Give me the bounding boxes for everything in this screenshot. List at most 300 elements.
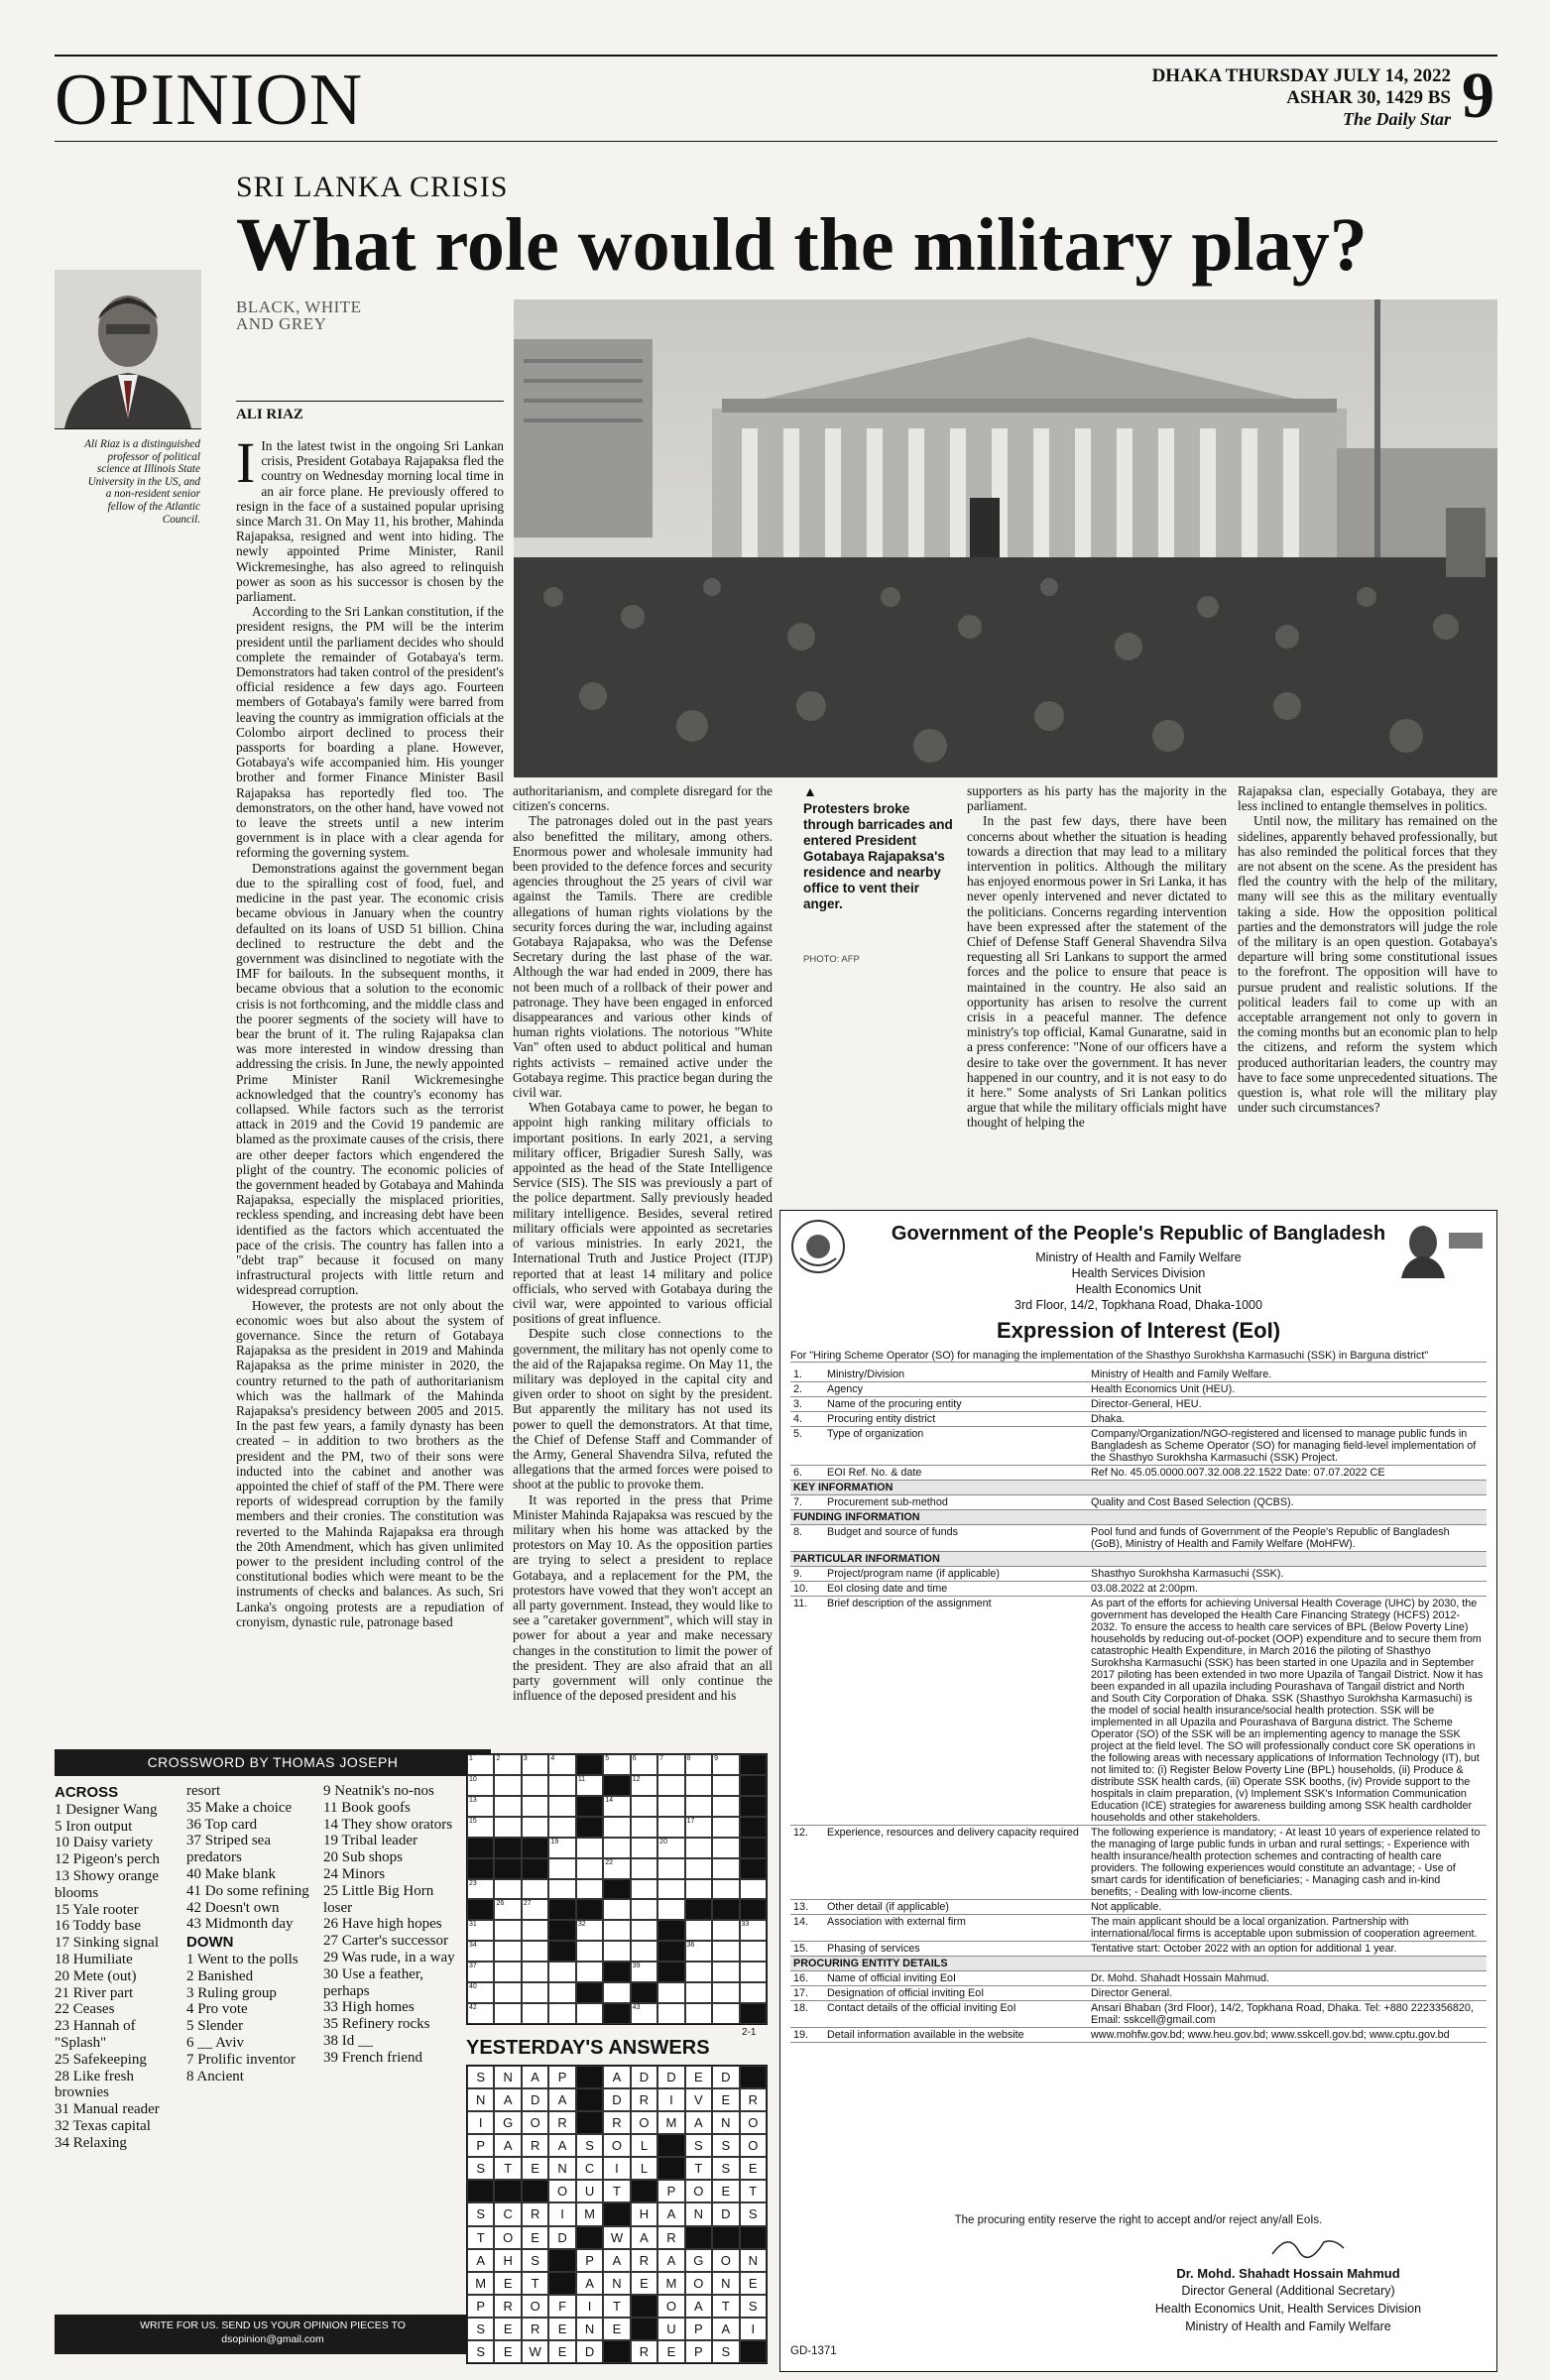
crossword-cell[interactable] [576, 1920, 603, 1941]
cell-number: 33 [741, 1921, 750, 1929]
crossword-cell[interactable] [522, 1920, 548, 1941]
eoi-row [790, 1582, 1487, 1597]
col4-para-1: Rajapaksa clan, especially Gotabaya, they are less inclined to entangle themselves in politics. [1238, 783, 1497, 814]
crossword-cell[interactable] [603, 1796, 630, 1817]
eoi-section-label: PARTICULAR INFORMATION [790, 1552, 1487, 1567]
crossword-cell[interactable] [712, 1879, 739, 1900]
crossword-cell[interactable] [548, 1817, 575, 1838]
crossword-cell[interactable] [712, 1920, 739, 1941]
crossword-clue: 19 Tribal leader [323, 1833, 417, 1849]
crossword-cell [631, 1982, 657, 2003]
col1-para-4: However, the protests are not only about the economic woes but also about the system of governance. Since the return of Gotabaya Rajapaksa as the president in 2019 and Mahinda Rajapaksa as the prime minister in 2020, the country returned to the path of authoritarianism which was the hallmark of the Mahinda Rajapaksa's presidency between 2005 and 2015. In the past few years, a family dynasty has been created – in addition to two brothers as the president and the PM, two of their sons were inducted into the cabinet and another was appointed the chief of staff of the PM. There were reports of widespread corruption by the family members and their cronies. The constitution was reverted to the Mahinda Rajapaksa era through the 20th Amendment, which has given unlimited power to the president including control of the constitutional bodies which were meant to be the instruments of checks and balances. As such, Sri Lanka's ongoing protests are a repudiation of cronyism, dynastic rule, patronage based [236, 1297, 504, 1629]
crossword-cell[interactable] [494, 1879, 521, 1900]
eoi-row [790, 1525, 1487, 1552]
crossword-cell [740, 1858, 767, 1879]
crossword-cell[interactable] [467, 2003, 494, 2024]
crossword-cell [576, 1982, 603, 2003]
crossword-cell[interactable] [522, 1796, 548, 1817]
answer-cell: A [548, 2134, 575, 2157]
crossword-cell [740, 1838, 767, 1858]
crossword-cell[interactable] [576, 1941, 603, 1962]
answer-cell [548, 2249, 575, 2272]
crossword-cell[interactable] [685, 2003, 712, 2024]
cell-number: 39 [632, 1963, 641, 1970]
crossword-clue: 26 Have high hopes [323, 1916, 442, 1933]
ad-reserve-note: The procuring entity reserve the right to accept and/or reject any/all EoIs. [954, 2214, 1323, 2226]
answer-cell [494, 2180, 521, 2202]
eoi-row [790, 1412, 1487, 1427]
crossword-clue: 25 Safekeeping [55, 2051, 147, 2068]
crossword-cell[interactable] [467, 1962, 494, 1982]
crossword-cell[interactable] [522, 1899, 548, 1920]
article-column-3 [967, 783, 1227, 1182]
crossword-cell[interactable] [603, 1858, 630, 1879]
eoi-cell-v: Pool fund and funds of Government of the People's Republic of Bangladesh (GoB), Ministry of Health and Family Welfare (MoHFW). [1088, 1525, 1487, 1552]
answer-cell: A [467, 2249, 494, 2272]
crossword-cell[interactable] [467, 1817, 494, 1838]
answer-cell: R [740, 2088, 767, 2111]
crossword-clue: 5 Iron output [55, 1818, 133, 1835]
answer-cell: A [576, 2272, 603, 2295]
crossword-cell[interactable] [631, 1879, 657, 1900]
crossword-clues-col-1 [55, 1783, 181, 2152]
crossword-cell[interactable] [685, 1920, 712, 1941]
eoi-row [790, 1382, 1487, 1397]
answer-cell: M [576, 2202, 603, 2225]
crossword-clue: 33 High homes [323, 1999, 415, 2016]
crossword-cell[interactable] [494, 1796, 521, 1817]
eoi-cell-v: Quality and Cost Based Selection (QCBS). [1088, 1495, 1487, 1510]
crossword-cell[interactable] [603, 1899, 630, 1920]
crossword-cell[interactable] [712, 1982, 739, 2003]
crossword-clue: 5 Slender [186, 2018, 244, 2035]
dateline: DHAKA THURSDAY JULY 14, 2022 [1151, 65, 1451, 86]
eoi-cell-k: Type of organization [824, 1427, 1088, 1466]
cell-number: 40 [469, 1983, 477, 1991]
crossword-cell[interactable] [631, 2003, 657, 2024]
answer-cell: A [494, 2134, 521, 2157]
answer-cell: T [740, 2180, 767, 2202]
crossword-cell[interactable] [548, 1982, 575, 2003]
crossword-cell[interactable] [631, 1775, 657, 1796]
eoi-table [790, 1368, 1487, 2043]
crossword-cell[interactable] [712, 1858, 739, 1879]
eoi-cell-n: 6. [790, 1466, 824, 1481]
ad-division: Health Services Division [1071, 1266, 1206, 1280]
answer-cell: G [494, 2111, 521, 2134]
eoi-cell-n: 3. [790, 1397, 824, 1412]
crossword-cell[interactable] [548, 1838, 575, 1858]
answer-cell: D [548, 2226, 575, 2249]
column-name: BLACK, WHITE AND GREY [236, 298, 362, 333]
crossword-cell[interactable] [494, 1982, 521, 2003]
eoi-cell-n: 10. [790, 1582, 824, 1597]
eoi-cell-k: Contact details of the official inviting EoI [824, 2001, 1088, 2028]
crossword-cell[interactable] [603, 1920, 630, 1941]
crossword-cell[interactable] [631, 1920, 657, 1941]
cell-number: 11 [577, 1775, 586, 1783]
eoi-section-row [790, 1957, 1487, 1971]
crossword-cell[interactable] [657, 1899, 684, 1920]
crossword-cell[interactable] [494, 1962, 521, 1982]
answer-cell: T [467, 2226, 494, 2249]
eoi-row [790, 1900, 1487, 1915]
answer-cell: E [603, 2318, 630, 2340]
crossword-cell[interactable] [603, 1838, 630, 1858]
eoi-section-label: PROCURING ENTITY DETAILS [790, 1957, 1487, 1971]
crossword-cell [740, 1817, 767, 1838]
crossword-cell[interactable] [657, 1858, 684, 1879]
crossword-cell[interactable] [631, 1899, 657, 1920]
crossword-cell[interactable] [740, 1941, 767, 1962]
answer-cell [657, 2134, 684, 2157]
crossword-cell[interactable] [522, 1941, 548, 1962]
crossword-date-code: 2-1 [742, 2027, 757, 2038]
answer-cell: P [576, 2249, 603, 2272]
answer-cell: I [548, 2202, 575, 2225]
cell-number: 20 [659, 1838, 667, 1845]
answer-cell [603, 2202, 630, 2225]
crossword-cell[interactable] [603, 1941, 630, 1962]
crossword-clue: 11 Book goofs [323, 1799, 411, 1816]
crossword-cell[interactable] [657, 1796, 684, 1817]
crossword-cell [548, 1899, 575, 1920]
crossword-cell[interactable] [576, 1775, 603, 1796]
eoi-cell-v: Health Economics Unit (HEU). [1088, 1382, 1487, 1397]
col3-para-2: In the past few days, there have been concerns about whether the situation is heading towards a direction that may lead to a military intervention in politics. Although the military has enjoyed enormous power in Sri Lanka, it has never openly intervened and never dictated to the politicians. Concerns regarding intervention have been expressed after the statement of the Chief of Defense Staff General Shavendra Silva requesting all Sri Lankans to support the armed forces and the police to ensure that peace is maintained in the country. He also said an opportunity has arisen to resolve the current crisis in a peaceful manner. The defence ministry's top official, Kamal Gunaratne, said in a press conference: "None of our officers have a desire to take over the government. It has never happened in our country, and it is not easy to do it here." Some analysts of Sri Lankan politics argue that while the military officials might have thought of helping the [967, 813, 1227, 1130]
answer-cell [740, 2340, 767, 2363]
crossword-clue: 22 Ceases [55, 2001, 115, 2018]
answer-cell: S [467, 2202, 494, 2225]
caption-arrow-icon: ▲ [803, 783, 817, 799]
crossword-clue: 7 Prolific inventor [186, 2051, 296, 2068]
crossword-cell[interactable] [685, 1838, 712, 1858]
crossword-cell[interactable] [631, 1754, 657, 1775]
crossword-grid[interactable] [466, 1753, 768, 2025]
crossword-cell[interactable] [712, 1775, 739, 1796]
crossword-cell[interactable] [494, 1817, 521, 1838]
crossword-cell [467, 1838, 494, 1858]
answer-cell: M [657, 2272, 684, 2295]
answer-cell: S [712, 2134, 739, 2157]
crossword-clue: 38 Id __ [323, 2032, 373, 2049]
answer-cell: D [576, 2340, 603, 2363]
crossword-cell [576, 1796, 603, 1817]
crossword-cell [740, 2003, 767, 2024]
crossword-cell[interactable] [603, 1817, 630, 1838]
crossword-cell[interactable] [685, 1775, 712, 1796]
crossword-cell[interactable] [576, 1879, 603, 1900]
crossword-cell[interactable] [740, 1920, 767, 1941]
crossword-clue: 41 Do some refining [186, 1882, 309, 1899]
eoi-cell-n: 1. [790, 1368, 824, 1382]
author-portrait-icon [55, 270, 201, 428]
crossword-cell[interactable] [467, 1920, 494, 1941]
crossword-cell[interactable] [467, 1796, 494, 1817]
eoi-cell-n: 2. [790, 1382, 824, 1397]
crossword-cell[interactable] [657, 2003, 684, 2024]
answer-cell: H [494, 2249, 521, 2272]
answer-cell: I [576, 2295, 603, 2318]
crossword-cell[interactable] [685, 1982, 712, 2003]
crossword-cell[interactable] [494, 1754, 521, 1775]
eoi-cell-n: 4. [790, 1412, 824, 1427]
answer-cell: R [522, 2318, 548, 2340]
answer-cell: S [522, 2249, 548, 2272]
crossword-cell[interactable] [712, 1962, 739, 1982]
crossword-cell [603, 1775, 630, 1796]
crossword-cell[interactable] [740, 1962, 767, 1982]
cell-number: 34 [469, 1942, 477, 1950]
crossword-cell[interactable] [467, 1775, 494, 1796]
answer-cell: A [603, 2249, 630, 2272]
ad-unit: Health Economics Unit [1075, 1282, 1202, 1296]
crossword-cell[interactable] [576, 1838, 603, 1858]
crossword-cell[interactable] [657, 1817, 684, 1838]
crossword-clue: 34 Relaxing [55, 2134, 127, 2151]
signature-icon [1268, 2230, 1348, 2262]
crossword-clue: 10 Daisy variety [55, 1835, 154, 1851]
cell-number: 6 [632, 1755, 637, 1762]
crossword-cell[interactable] [631, 1796, 657, 1817]
answer-cell [522, 2180, 548, 2202]
eoi-row [790, 1495, 1487, 1510]
eoi-cell-v: www.mohfw.gov.bd; www.heu.gov.bd; www.sskcell.gov.bd; www.cptu.gov.bd [1088, 2028, 1487, 2043]
crossword-clue: 1 Designer Wang [55, 1801, 158, 1818]
eoi-cell-n: 8. [790, 1525, 824, 1552]
crossword-cell[interactable] [685, 1754, 712, 1775]
article-kicker: SRI LANKA CRISIS [236, 171, 509, 203]
crossword-cell[interactable] [576, 1962, 603, 1982]
eoi-cell-v: Shasthyo Surokhsha Karmasuchi (SSK). [1088, 1567, 1487, 1582]
eoi-cell-k: Budget and source of funds [824, 1525, 1088, 1552]
crossword-cell[interactable] [712, 1817, 739, 1838]
crossword-clue: 30 Use a feather, perhaps [323, 1965, 424, 1999]
crossword-cell[interactable] [467, 1941, 494, 1962]
crossword-clue: 13 Showy orange blooms [55, 1867, 159, 1901]
crossword-cell[interactable] [576, 2003, 603, 2024]
crossword-cell[interactable] [657, 1775, 684, 1796]
crossword-cell[interactable] [522, 1962, 548, 1982]
eoi-cell-n: 11. [790, 1597, 824, 1826]
crossword-cell[interactable] [522, 1754, 548, 1775]
eoi-row [790, 1597, 1487, 1826]
crossword-clue: 8 Ancient [186, 2068, 244, 2084]
crossword-cell[interactable] [467, 1754, 494, 1775]
answer-cell: A [657, 2249, 684, 2272]
crossword-cell[interactable] [657, 1879, 684, 1900]
cell-number: 10 [469, 1775, 477, 1783]
eoi-row [790, 1466, 1487, 1481]
answer-cell [576, 2226, 603, 2249]
answer-cell: P [467, 2134, 494, 2157]
crossword-cell[interactable] [548, 1879, 575, 1900]
eoi-cell-n: 18. [790, 2001, 824, 2028]
crossword-cell[interactable] [685, 1962, 712, 1982]
crossword-cell[interactable] [576, 1858, 603, 1879]
crossword-cell[interactable] [685, 1941, 712, 1962]
crossword-cell[interactable] [740, 1982, 767, 2003]
footer-text: WRITE FOR US. SEND US YOUR OPINION PIECES TO [140, 2320, 406, 2331]
answer-cell: N [712, 2272, 739, 2295]
crossword-cell[interactable] [712, 1796, 739, 1817]
answer-cell: P [548, 2066, 575, 2088]
crossword-cell[interactable] [657, 1754, 684, 1775]
paper-logo: The Daily Star [1342, 109, 1451, 129]
crossword-clue: 43 Midmonth day [186, 1916, 294, 1933]
eoi-cell-k: Other detail (if applicable) [824, 1900, 1088, 1915]
eoi-cell-k: Phasing of services [824, 1942, 1088, 1957]
answer-cell: P [685, 2340, 712, 2363]
eoi-row [790, 1567, 1487, 1582]
crossword-cell[interactable] [467, 1982, 494, 2003]
crossword-clue: 39 French friend [323, 2049, 422, 2066]
answer-cell: O [631, 2111, 657, 2134]
answer-cell: D [603, 2088, 630, 2111]
answer-cell: D [522, 2088, 548, 2111]
section-title: OPINION [55, 60, 364, 141]
answer-cell: E [548, 2318, 575, 2340]
answer-cell: T [603, 2295, 630, 2318]
answer-cell: T [494, 2157, 521, 2180]
cell-number: 37 [469, 1963, 477, 1970]
crossword-cell[interactable] [548, 1754, 575, 1775]
crossword-cell[interactable] [712, 1941, 739, 1962]
crossword-clue: 3 Ruling group [186, 1984, 277, 2001]
crossword-cell[interactable] [548, 1796, 575, 1817]
eoi-row [790, 1826, 1487, 1900]
cell-number: 4 [550, 1755, 555, 1762]
answer-cell: H [631, 2202, 657, 2225]
col2-para-2: The patronages doled out in the past years also benefitted the military, among others. Enormous power and wholesale immunity had been provided to the defence forces and security agencies throughout the 25 years of civil war against the Tamils. There are credible allegations of human rights violations by the security forces during the war, including against Gotabaya Rajapaksa, who was the Defense Secretary during the last phase of the war. Although the war had ended in 2009, there has not been much of a rollback of their power and patronage. They have been engaged in enforced disappearances and various other kinds of human rights violations. The notorious "White Van" often used to abduct political and human rights activists – remained active under the Gotabaya regime. This practice began during the civil war. [513, 813, 773, 1101]
crossword-clue: 31 Manual reader [55, 2101, 160, 2118]
answer-cell: R [522, 2134, 548, 2157]
crossword-cell[interactable] [657, 1982, 684, 2003]
eoi-section-label: FUNDING INFORMATION [790, 1510, 1487, 1525]
answer-cell: A [685, 2111, 712, 2134]
answer-cell: E [740, 2272, 767, 2295]
answer-cell: R [631, 2340, 657, 2363]
answer-cell: E [631, 2272, 657, 2295]
crossword-cell[interactable] [548, 1775, 575, 1796]
crossword-cell[interactable] [494, 1941, 521, 1962]
crossword-cell[interactable] [631, 1838, 657, 1858]
crossword-cell[interactable] [603, 1754, 630, 1775]
answer-cell: O [522, 2111, 548, 2134]
crossword-cell[interactable] [712, 1838, 739, 1858]
crossword-cell[interactable] [685, 1817, 712, 1838]
answer-cell: L [631, 2134, 657, 2157]
crossword-cell[interactable] [685, 1858, 712, 1879]
crossword-cell[interactable] [494, 2003, 521, 2024]
answer-cell: T [522, 2272, 548, 2295]
crossword-cell[interactable] [548, 1962, 575, 1982]
answer-cell: E [712, 2180, 739, 2202]
crossword-cell[interactable] [494, 1775, 521, 1796]
eoi-cell-v: Ministry of Health and Family Welfare. [1088, 1368, 1487, 1382]
crossword-cell[interactable] [685, 1796, 712, 1817]
crossword-cell [740, 1899, 767, 1920]
answer-cell: O [494, 2226, 521, 2249]
answer-cell: O [740, 2134, 767, 2157]
crossword-cell[interactable] [494, 1899, 521, 1920]
answer-cell: P [685, 2318, 712, 2340]
crossword-cell[interactable] [603, 1982, 630, 2003]
cell-number: 8 [686, 1755, 691, 1762]
eoi-cell-k: EOI Ref. No. & date [824, 1466, 1088, 1481]
crossword-cell[interactable] [631, 1941, 657, 1962]
crossword-cell[interactable] [631, 1817, 657, 1838]
crossword-cell[interactable] [712, 2003, 739, 2024]
ad-title: Expression of Interest (EoI) [996, 1318, 1281, 1343]
crossword-cell[interactable] [685, 1879, 712, 1900]
cell-number: 2 [496, 1755, 501, 1762]
crossword-cell[interactable] [522, 1817, 548, 1838]
eoi-section-row [790, 1552, 1487, 1567]
crossword-cell [740, 1754, 767, 1775]
crossword-cell[interactable] [522, 2003, 548, 2024]
photo-credit: PHOTO: AFP [803, 954, 860, 965]
signatory-unit: Health Economics Unit, Health Services Division [1154, 2302, 1422, 2316]
eoi-cell-k: Ministry/Division [824, 1368, 1088, 1382]
crossword-clue: 14 They show orators [323, 1816, 453, 1833]
eoi-cell-n: 17. [790, 1986, 824, 2001]
crossword-cell [494, 1838, 521, 1858]
crossword-cell[interactable] [740, 1879, 767, 1900]
article-headline: What role would the military play? [236, 203, 1368, 287]
answer-cell: F [548, 2295, 575, 2318]
crossword-cell[interactable] [548, 2003, 575, 2024]
eoi-cell-k: Agency [824, 1382, 1088, 1397]
cell-number: 19 [550, 1838, 559, 1845]
crossword-cell[interactable] [522, 1775, 548, 1796]
answer-cell: S [467, 2340, 494, 2363]
crossword-clues-col-2 [186, 1783, 317, 2084]
cell-number: 15 [469, 1817, 477, 1825]
answer-cell: N [685, 2202, 712, 2225]
answer-cell: S [467, 2066, 494, 2088]
answer-cell: A [494, 2088, 521, 2111]
crossword-cell[interactable] [522, 1879, 548, 1900]
article-column-2 [513, 783, 773, 1737]
crossword-clue: 1 Went to the polls [186, 1951, 298, 1967]
crossword-cell [522, 1858, 548, 1879]
crossword-cell[interactable] [467, 1879, 494, 1900]
crossword-cell[interactable] [712, 1754, 739, 1775]
crossword-cell[interactable] [548, 1858, 575, 1879]
cell-number: 13 [469, 1796, 477, 1804]
col1-para-3: Demonstrations against the government began due to the spiralling cost of food, fuel, and medicine in the past year. The economic crisis became obvious in January when the country defaulted on its loans of USD 51 billion. China declined to restructure the debt and the government was disinclined to negotiate with the IMF for bailouts. In the subsequent months, it became obvious that a solution to the economic crisis is not forthcoming, and the middle class and the poorer segments of the society will have to bear the brunt of it. The ruling Rajapaksa clan was more interested in window dressing than addressing the crisis. In June, the newly appointed Prime Minister Ranil Wickremesinghe acknowledged that the country's economy has collapsed. While factors such as the terrorist attack in 2019 and the Covid 19 pandemic are blamed as the proximate causes of the crisis, there are other deeper factors which engendered the plight of the country. The economic policies of the government headed by Gotabaya and Mahinda Rajapaksa, especially the misplaced priorities, reckless spending, and increasing debt have been identified as the factors which accentuated the pace of the crisis. The country has fallen into a "debt trap" because it focused on many infrastructural projects with little return and widespread corruption. [236, 860, 504, 1298]
crossword-cell[interactable] [657, 1838, 684, 1858]
crossword-cell[interactable] [631, 1858, 657, 1879]
answer-cell: O [712, 2249, 739, 2272]
crossword-cell [576, 1899, 603, 1920]
crossword-cell [494, 1858, 521, 1879]
answer-cell: R [494, 2295, 521, 2318]
crossword-clue: 36 Top card [186, 1816, 258, 1833]
crossword-clue: 35 Make a choice [186, 1799, 293, 1816]
crossword-cell[interactable] [494, 1920, 521, 1941]
cell-number: 9 [714, 1755, 718, 1762]
eoi-cell-n: 7. [790, 1495, 824, 1510]
eoi-cell-k: Project/program name (if applicable) [824, 1567, 1088, 1582]
eoi-row [790, 1971, 1487, 1986]
crossword-cell[interactable] [522, 1982, 548, 2003]
eoi-cell-v: Dr. Mohd. Shahadt Hossain Mahmud. [1088, 1971, 1487, 1986]
eoi-row [790, 1915, 1487, 1942]
crossword-cell[interactable] [631, 1962, 657, 1982]
answer-cell [631, 2318, 657, 2340]
